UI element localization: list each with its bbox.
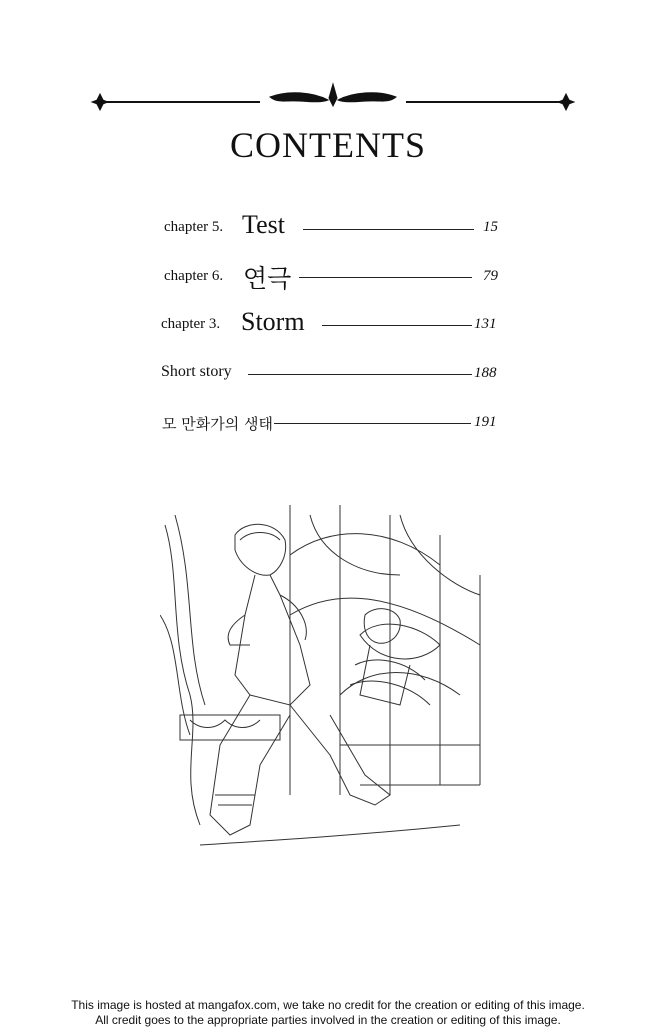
hosting-notice	[0, 998, 656, 1028]
toc-entry[interactable]	[0, 358, 656, 398]
toc-entry[interactable]	[0, 407, 656, 447]
leader-line	[322, 325, 472, 326]
table-of-contents	[0, 0, 656, 460]
leader-line	[299, 277, 472, 278]
page-number: 15	[483, 219, 498, 235]
credit-notice-line: All credit goes to the appropriate parties involved in the creation or editing of this image.	[95, 1013, 561, 1027]
toc-entry[interactable]	[0, 210, 656, 250]
chapter-number: chapter 5.	[164, 219, 224, 235]
chapter-title: 연극	[243, 266, 292, 293]
page-number: 188	[474, 365, 497, 381]
page-number: 79	[483, 268, 498, 284]
chapter-title: Test	[242, 210, 285, 239]
page-title: CONTENTS	[230, 125, 426, 165]
toc-entry[interactable]	[0, 258, 656, 298]
chapter-number: chapter 3.	[161, 316, 221, 332]
chapter-title: Short story	[161, 363, 232, 380]
chapter-number: chapter 6.	[164, 268, 224, 284]
page-number: 131	[474, 316, 497, 332]
chapter-title: 모 만화가의 생태	[162, 415, 273, 433]
manga-illustration	[160, 495, 490, 865]
leader-line	[248, 374, 472, 375]
page-number: 191	[474, 414, 497, 430]
hosting-notice-line: This image is hosted at mangafox.com, we take no credit for the creation or editing of this image.	[71, 998, 585, 1012]
leader-line	[274, 423, 471, 424]
chapter-title: Storm	[241, 307, 305, 336]
leader-line	[303, 229, 474, 230]
toc-entry[interactable]	[0, 307, 656, 347]
